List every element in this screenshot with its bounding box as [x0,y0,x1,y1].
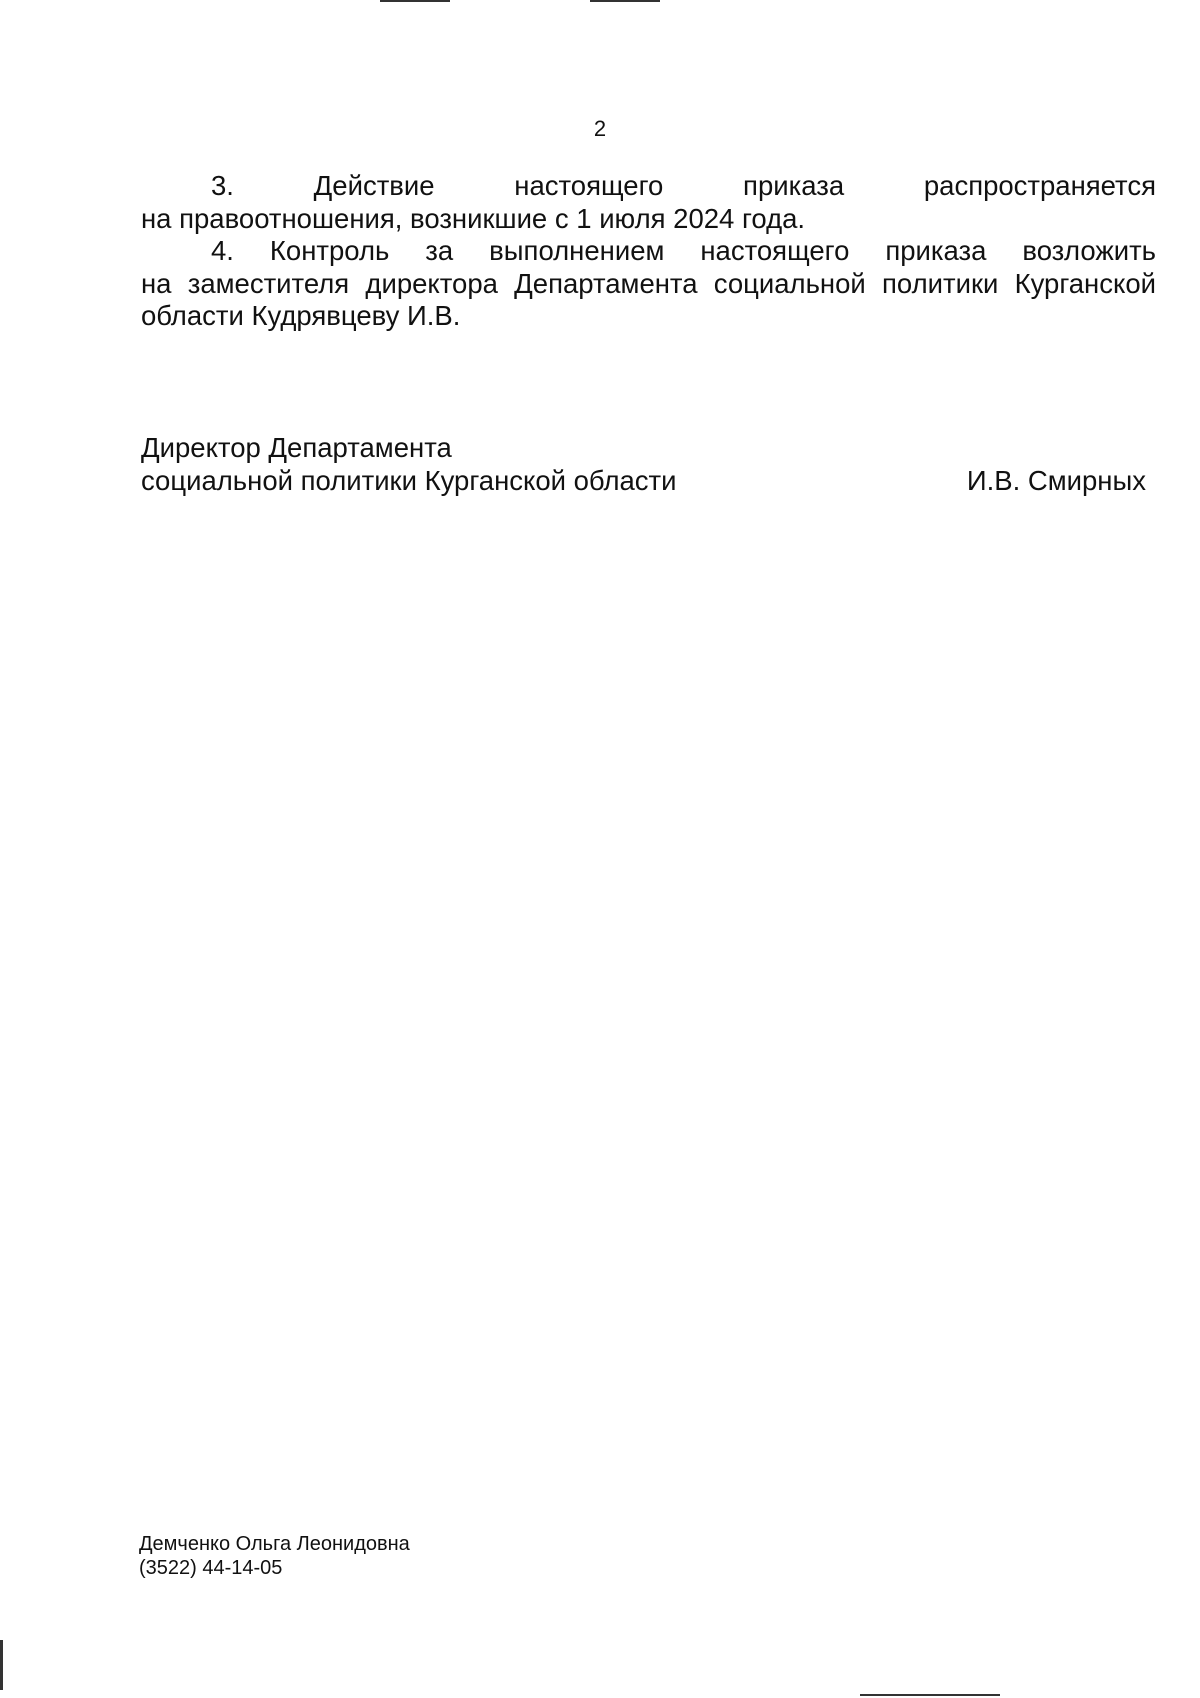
executor-phone: (3522) 44-14-05 [139,1557,283,1579]
scan-artifact-top-2 [590,0,660,2]
signatory-position-line1: Директор Департамента [141,432,452,463]
paragraph-3-rest: на правоотношения, возникшие с 1 июля 2024 года. [141,202,806,234]
executor-info [139,1532,410,1580]
executor-name: Демченко Ольга Леонидовна [139,1533,410,1555]
scan-artifact-top [380,0,450,2]
signature-block [141,432,1146,497]
scan-artifact-left [0,1640,3,1690]
scan-artifact-bottom [860,1694,1000,1696]
order-body [141,170,1156,333]
paragraph-3-first-line: 3. Действие настоящего приказа распространяется [211,170,1156,201]
page-number: 2 [593,116,607,141]
paragraph-3 [141,170,1156,235]
paragraph-4-rest: на заместителя директора Департамента социальной политики Курганской области Кудрявцеву И.В. [141,267,1156,331]
signatory-name: И.В. Смирных [966,464,1146,496]
paragraph-4 [141,235,1156,333]
signature-row [141,465,1146,498]
signatory-position-line2: социальной политики Курганской области [141,464,677,496]
paragraph-4-first-line: 4. Контроль за выполнением настоящего приказа возложить [211,235,1156,266]
